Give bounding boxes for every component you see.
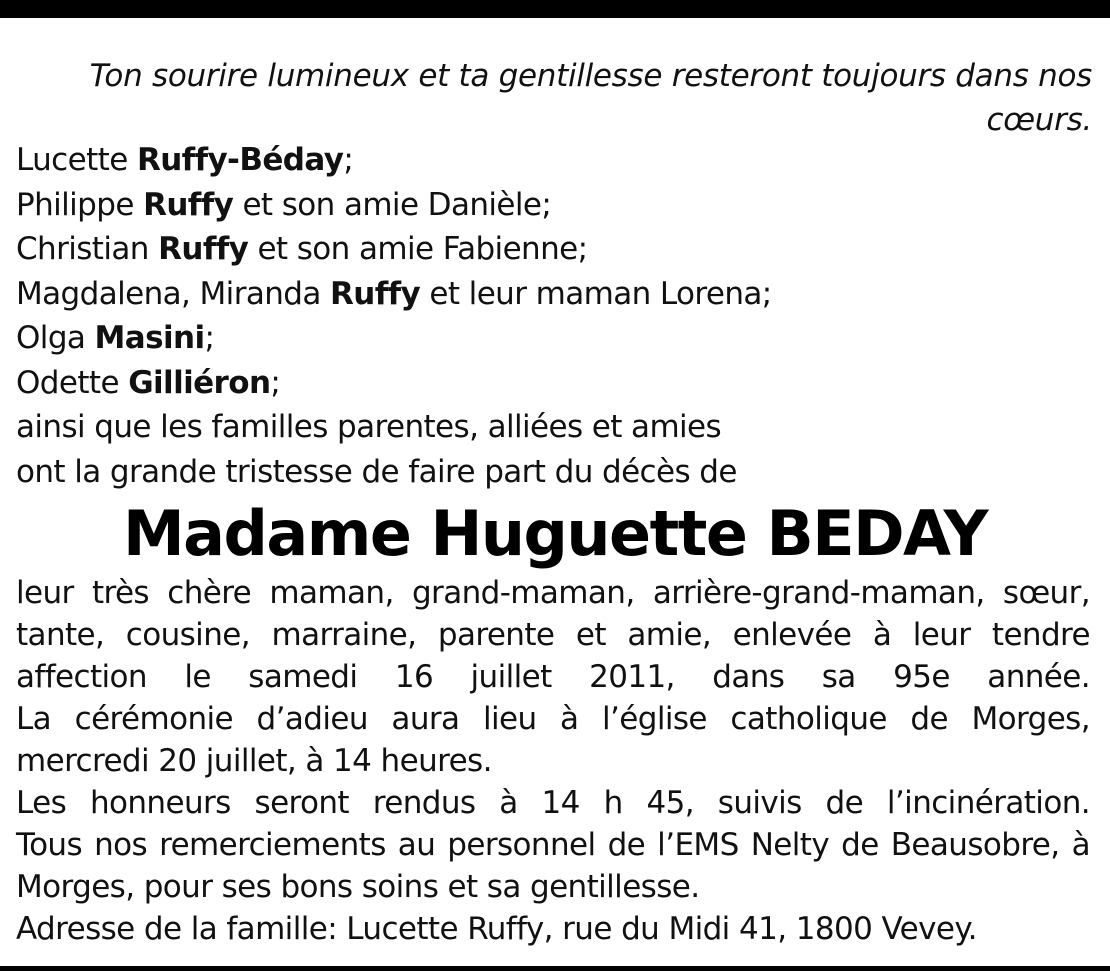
top-border-rule (0, 0, 1110, 18)
mourner-first-name: Christian (16, 231, 159, 267)
honours-paragraph: Les honneurs seront rendus à 14 h 45, suivis de l’incinération. (16, 785, 1090, 821)
deceased-name-heading: Madame Huguette BEDAY (122, 497, 988, 570)
thanks-paragraph: Tous nos remerciements au personnel de l’EMS Nelty de Beausobre, à Morges, pour ses bons soins et sa gentillesse. (16, 827, 1090, 905)
mourner-line (16, 316, 1096, 361)
bottom-border-rule (0, 966, 1110, 971)
announcement-line: ont la grande tristesse de faire part du décès de (16, 453, 737, 490)
mourners-list (16, 138, 1096, 494)
mourner-suffix: ; (270, 364, 281, 401)
mourner-last-name: Masini (94, 320, 205, 356)
mourner-line (16, 272, 1096, 317)
epigraph: Ton sourire lumineux et ta gentillesse resteront toujours dans nos cœurs. (89, 58, 1092, 138)
families-line: ainsi que les familles parentes, alliées et amies (16, 409, 722, 445)
mourner-last-name: Gilliéron (128, 364, 271, 401)
ceremony-paragraph: La cérémonie d’adieu aura lieu à l’église catholique de Morges, mercredi 20 juillet, à 14 heures. (16, 701, 1090, 779)
family-address: Adresse de la famille: Lucette Ruffy, rue du Midi 41, 1800 Vevey. (16, 911, 977, 947)
mourner-suffix: et leur maman Lorena; (420, 275, 772, 312)
mourner-first-name: Philippe (16, 186, 144, 223)
mourner-first-name: Magdalena, Miranda (16, 275, 331, 312)
mourner-suffix: et son amie Fabienne; (248, 231, 588, 267)
mourner-line (16, 138, 1096, 183)
relation-paragraph: leur très chère maman, grand-maman, arrière-grand-maman, sœur, tante, cousine, marraine, parente et amie, enlevée à leur tendre affection le samedi 16 juillet 2011, dans sa 95e année. (16, 575, 1090, 695)
mourner-last-name: Ruffy (330, 275, 421, 312)
obituary-body (16, 572, 1090, 950)
mourner-line (16, 183, 1096, 228)
mourner-first-name: Odette (16, 364, 129, 401)
mourner-suffix: et son amie Danièle; (233, 186, 552, 223)
mourner-first-name: Lucette (16, 142, 137, 178)
mourner-first-name: Olga (16, 320, 95, 356)
mourner-line (16, 227, 1096, 272)
mourner-last-name: Ruffy (158, 231, 249, 267)
mourner-line (16, 361, 1096, 406)
mourner-suffix: ; (343, 142, 354, 178)
mourner-last-name: Ruffy (143, 186, 234, 223)
mourner-suffix: ; (204, 320, 215, 356)
mourner-last-name: Ruffy-Béday (136, 142, 344, 178)
